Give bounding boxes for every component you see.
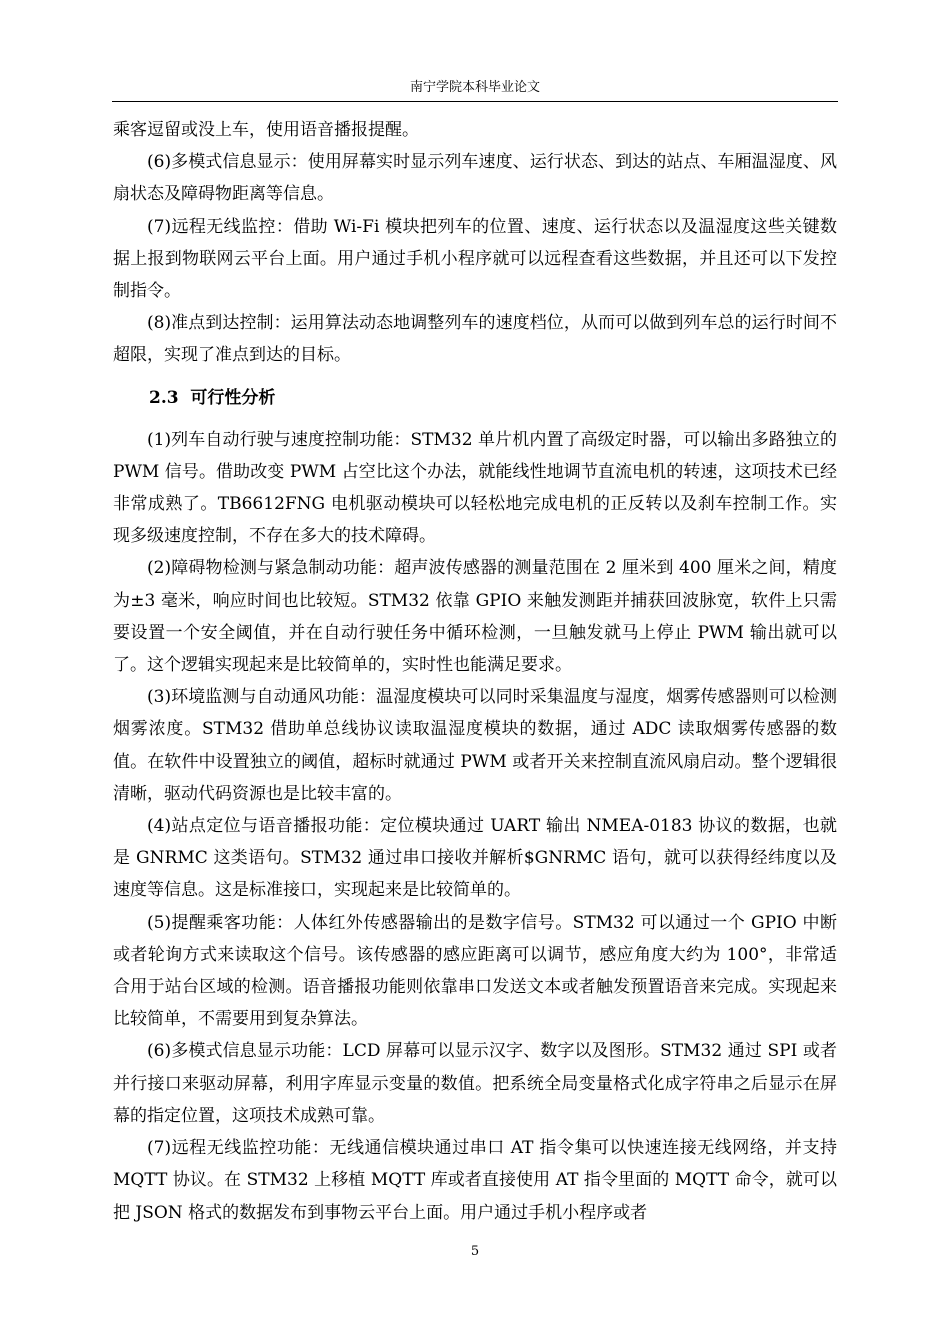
paragraph: 乘客逗留或没上车，使用语音播报提醒。 [113, 120, 419, 140]
paragraph: (6)多模式信息显示：使用屏幕实时显示列车速度、运行状态、到达的站点、车厢温湿度、风扇状态及障碍物距离等信息。 [113, 152, 837, 205]
paragraph: (6)多模式信息显示功能：LCD 屏幕可以显示汉字、数字以及图形。STM32 通过 SPI 或者并行接口来驱动屏幕，利用字库显示变量的数值。把系统全局变量格式化成字符串之后显示在屏幕的指定位置，这项技术成熟可靠。 [113, 1041, 837, 1126]
page-number: 5 [470, 1244, 480, 1259]
page-body [113, 114, 837, 1229]
header-rule [112, 101, 838, 102]
section-heading [113, 382, 837, 414]
paragraph: (8)准点到达控制：运用算法动态地调整列车的速度档位，从而可以做到列车总的运行时间不超限，实现了准点到达的目标。 [113, 313, 837, 366]
paragraph: (7)远程无线监控功能：无线通信模块通过串口 AT 指令集可以快速连接无线网络，并支持 MQTT 协议。在 STM32 上移植 MQTT 库或者直接使用 AT 指令里面的 MQTT 命令，就可以把 JSON 格式的数据发布到事物云平台上面。用户通过手机小程序或者 [113, 1138, 837, 1223]
paragraph: (3)环境监测与自动通风功能：温湿度模块可以同时采集温度与湿度，烟雾传感器则可以检测烟雾浓度。STM32 借助单总线协议读取温湿度模块的数据，通过 ADC 读取烟雾传感器的数值。在软件中设置独立的阈值，超标时就通过 PWM 或者开关来控制直流风扇启动。整个逻辑很清晰，驱动代码资源也是比较丰富的。 [113, 687, 837, 804]
section-title: 可行性分析 [190, 387, 276, 408]
section-number: 2.3 [149, 387, 179, 408]
running-header: 南宁学院本科毕业论文 [409, 80, 540, 95]
paragraph: (1)列车自动行驶与速度控制功能：STM32 单片机内置了高级定时器，可以输出多路独立的 PWM 信号。借助改变 PWM 占空比这个办法，就能线性地调节直流电机的转速，这项技术已经非常成熟了。TB6612FNG 电机驱动模块可以轻松地完成电机的正反转以及刹车控制工作。实现多级速度控制，不存在多大的技术障碍。 [113, 429, 837, 547]
paragraph: (5)提醒乘客功能：人体红外传感器输出的是数字信号。STM32 可以通过一个 GPIO 中断或者轮询方式来读取这个信号。该传感器的感应距离可以调节，感应角度大约为 100°，非常适合用于站台区域的检测。语音播报功能则依靠串口发送文本或者触发预置语音来完成。实现起来比较简单，不需要用到复杂算法。 [113, 912, 837, 1030]
paragraph: (4)站点定位与语音播报功能：定位模块通过 UART 输出 NMEA-0183 协议的数据，也就是 GNRMC 这类语句。STM32 通过串口接收并解析$GNRMC 语句，就可以获得经纬度以及速度等信息。这是标准接口，实现起来是比较简单的。 [113, 816, 837, 901]
paragraph: (7)远程无线监控：借助 Wi-Fi 模块把列车的位置、速度、运行状态以及温湿度这些关键数据上报到物联网云平台上面。用户通过手机小程序就可以远程查看这些数据，并且还可以下发控制指令。 [113, 216, 837, 302]
paragraph: (2)障碍物检测与紧急制动功能：超声波传感器的测量范围在 2 厘米到 400 厘米之间，精度为±3 毫米，响应时间也比较短。STM32 依靠 GPIO 来触发测距并捕获回波脉宽，软件上只需要设置一个安全阈值，并在自动行驶任务中循环检测，一旦触发就马上停止 PWM 输出就可以了。这个逻辑实现起来是比较简单的，实时性也能满足要求。 [113, 558, 837, 676]
